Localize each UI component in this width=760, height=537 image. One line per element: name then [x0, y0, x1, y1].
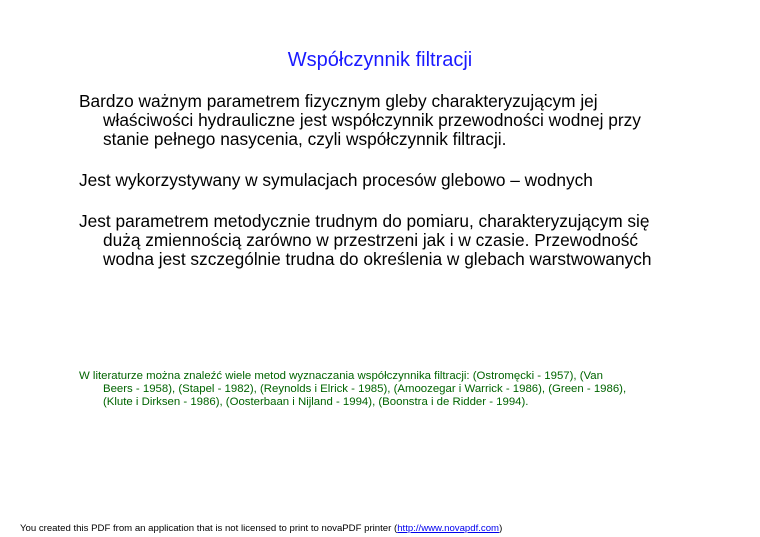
paragraph-line: właściwości hydrauliczne jest współczynnik przewodności wodnej przy [103, 110, 641, 130]
paragraph-usage [79, 171, 719, 190]
note-line: (Klute i Dirksen - 1986), (Oosterbaan i Nijland - 1994), (Boonstra i de Ridder - 1994). [103, 396, 529, 409]
paragraph-line: stanie pełnego nasycenia, czyli współczynnik filtracji. [103, 129, 507, 149]
license-footer [20, 523, 502, 534]
paragraph-line: wodna jest szczególnie trudna do określenia w glebach warstwowanych [103, 249, 652, 269]
paragraph-line: Jest wykorzystywany w symulacjach procesów glebowo – wodnych [79, 170, 593, 190]
note-line: Beers - 1958), (Stapel - 1982), (Reynolds i Elrick - 1985), (Amoozegar i Warrick - 1986), (Green - 1986), [103, 383, 627, 396]
note-line: W literaturze można znaleźć wiele metod wyznaczania współczynnika filtracji: (Ostromęcki - 1957), (Van [79, 370, 603, 382]
novapdf-link[interactable]: http://www.novapdf.com [397, 523, 500, 534]
paragraph-line: Bardzo ważnym parametrem fizycznym gleby charakteryzującym jej [79, 91, 598, 111]
footer-suffix: ) [499, 523, 503, 534]
paragraph-definition [79, 92, 719, 149]
paragraph-line: dużą zmiennością zarówno w przestrzeni jak i w czasie. Przewodność [103, 230, 638, 250]
footer-prefix: You created this PDF from an application that is not licensed to print to novaPDF printer ( [20, 523, 398, 534]
paragraph-difficulty [79, 212, 719, 269]
paragraph-line: Jest parametrem metodycznie trudnym do pomiaru, charakteryzującym się [79, 211, 650, 231]
literature-note [79, 370, 699, 410]
slide-title: Współczynnik filtracji [287, 49, 473, 71]
